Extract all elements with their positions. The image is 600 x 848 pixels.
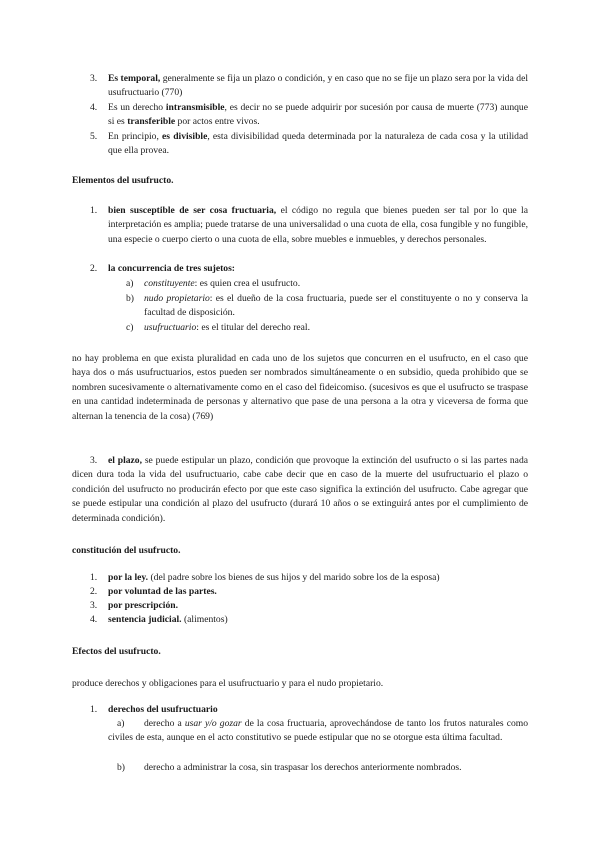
list-number: 3. xyxy=(90,600,98,611)
list-number: 3. xyxy=(90,73,98,84)
paragraph-pluralidad: no hay problema en que exista pluralidad en cada uno de los sujetos que concurren en el usufructo, en el caso que haya dos o más usufructuarios, estos pueden ser nombrados simultáneamente o en subsidio, queda prohibido que se nombren sucesivamente o alternativamente como en el caso del fideicomiso. (sucesivos es que el usufructo se traspase en una cantidad indeterminada de personas y alternativo que pase de una persona a la otra y viceversa de forma que alternan la tenencia de la cosa) (769) xyxy=(72,353,528,422)
sub-letter: c) xyxy=(126,322,134,333)
sub-letter: b) xyxy=(117,762,125,773)
list-number: 4. xyxy=(90,614,98,625)
sub-text: constituyente: es quien crea el usufructo. xyxy=(144,278,301,289)
section-heading-efectos: Efectos del usufructo. xyxy=(72,646,161,657)
list-text: En principio, es divisible, esta divisibilidad queda determinada por la naturaleza de cada cosa y la utilidad que ella provea. xyxy=(108,131,529,157)
bold-lead: Es temporal, xyxy=(108,73,161,84)
list-text: sentencia judicial. (alimentos) xyxy=(108,614,228,625)
section-heading-constitucion: constitución del usufructo. xyxy=(72,545,181,556)
paragraph-efectos-intro: produce derechos y obligaciones para el usufructuario y para el nudo propietario. xyxy=(72,678,384,689)
list-text: por la ley. (del padre sobre los bienes de sus hijos y del marido sobre los de la esposa) xyxy=(108,572,440,583)
sub-text: usufructuario: es el titular del derecho real. xyxy=(144,322,310,333)
list-text: por prescripción. xyxy=(108,600,178,611)
list-number: 1. xyxy=(90,205,98,216)
list-number: 1. xyxy=(90,704,98,715)
section-heading-elementos: Elementos del usufructo. xyxy=(72,175,174,186)
sub-text: nudo propietario: es el dueño de la cosa fructuaria, puede ser el constituyente o no y conserva la facultad de disposición. xyxy=(144,293,528,319)
list-number: 2. xyxy=(90,586,98,597)
paragraph-text: el plazo, se puede estipular un plazo, condición que provoque la extinción del usufructo o si las partes nada dicen dura toda la vida del usufructuario, cabe cabe decir que en caso de la muerte del usufructuario el plazo o condición del usufructo no producirán efecto por que este caso significa la extinción del usufructo. Cabe agregar que se puede estipular una condición al plazo del usufructo (durará 10 años o se extinguirá antes por el cumplimiento de determinada condición). xyxy=(72,455,528,524)
sub-text: derecho a administrar la cosa, sin traspasar los derechos anteriormente nombrados. xyxy=(144,762,462,773)
list-text: Es temporal, generalmente se fija un plazo o condición, y en caso que no se fije un plazo sera por la vida del usufructuario (770) xyxy=(108,73,528,99)
list-number: 2. xyxy=(90,263,98,274)
sub-letter: a) xyxy=(117,718,125,729)
sub-letter: a) xyxy=(126,278,134,289)
list-number: 1. xyxy=(90,572,98,583)
list-text: por voluntad de las partes. xyxy=(108,586,217,597)
sub-text: derecho a usar y/o gozar de la cosa fructuaria, aprovechándose de tanto los frutos naturales como civiles de esta, aunque en el acto constitutivo se puede estipular que no se otorgue esta última facultad. xyxy=(108,718,529,744)
list-number: 3. xyxy=(90,455,98,466)
list-text: Es un derecho intransmisible, es decir no se puede adquirir por sucesión por causa de muerte (773) aunque si es transferible por actos entre vivos. xyxy=(108,102,528,128)
list-text: bien susceptible de ser cosa fructuaria, el código no regula que bienes pueden ser tal por lo que la interpretación es amplia; puede tratarse de una universalidad o una cuota de ella, cosa fungible y no fungible, una especie o cuerpo cierto o una cuota de ella, sobre muebles e inmuebles, y derechos personales. xyxy=(108,205,528,245)
list-number: 5. xyxy=(90,131,98,142)
sub-letter: b) xyxy=(126,293,134,304)
list-number: 4. xyxy=(90,102,98,113)
list-text: la concurrencia de tres sujetos: xyxy=(108,263,236,274)
list-text: derechos del usufructuario xyxy=(108,704,218,715)
